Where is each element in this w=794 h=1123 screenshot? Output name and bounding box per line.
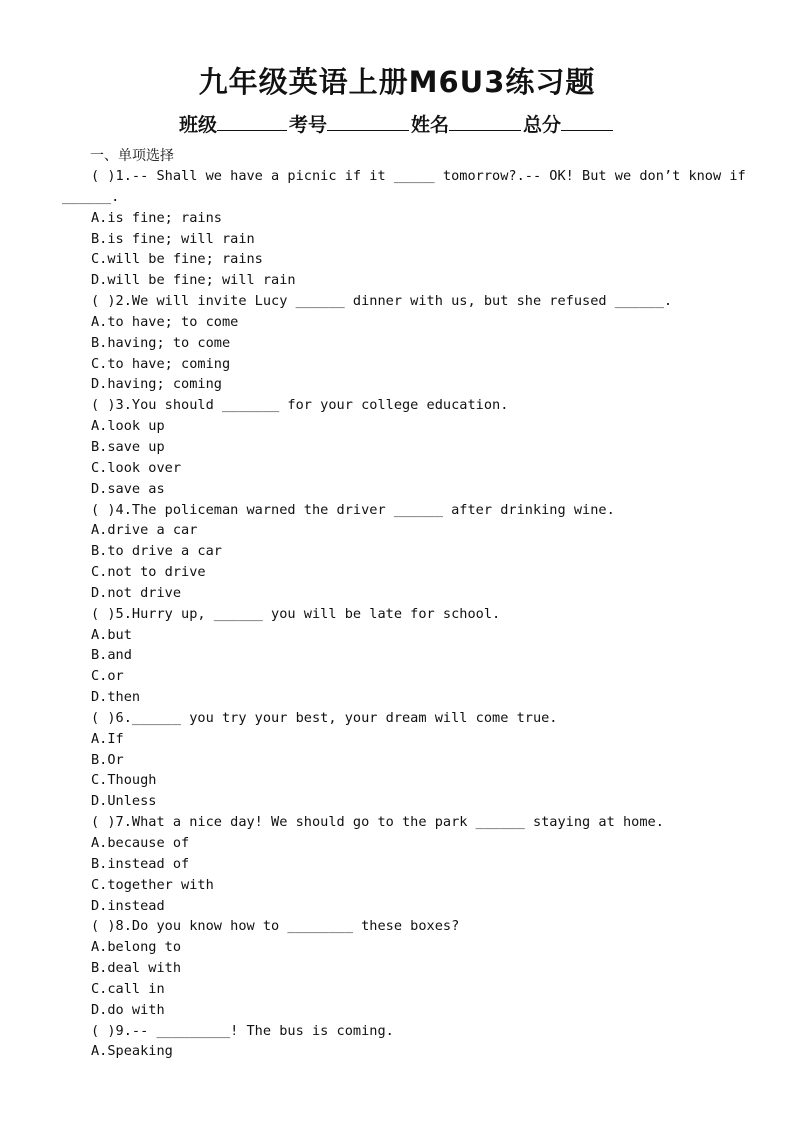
score-label: 总分 (523, 114, 562, 136)
student-info-line (0, 110, 794, 137)
option-line: D.not drive (91, 584, 182, 601)
option-line: B.is fine; will rain (91, 230, 255, 247)
class-blank[interactable] (217, 112, 287, 131)
option-line: B.and (91, 647, 132, 664)
option-line: B.having; to come (91, 334, 231, 351)
option-line: D.then (91, 689, 141, 706)
option-line: D.will be fine; will rain (91, 272, 296, 289)
question-line: ( )6.______ you try your best, your dream will come true. (91, 709, 558, 726)
option-line: A.is fine; rains (91, 209, 222, 226)
option-line: D.Unless (91, 793, 157, 810)
question-line: ( )4.The policeman warned the driver ______ after drinking wine. (91, 501, 615, 518)
option-line: B.instead of (91, 855, 190, 872)
option-line: B.Or (91, 751, 124, 768)
option-line: D.having; coming (91, 376, 222, 393)
option-line: A.look up (91, 418, 165, 435)
option-line: B.save up (91, 438, 165, 455)
option-line: C.or (91, 668, 124, 685)
number-blank[interactable] (327, 112, 409, 131)
question-line: ( )1.-- Shall we have a picnic if it _____ tomorrow?.-- OK! But we don’t know if (91, 168, 746, 184)
option-line: C.call in (91, 980, 165, 997)
option-line: A.belong to (91, 939, 182, 956)
number-label: 考号 (288, 114, 327, 136)
question-line: ( )3.You should _______ for your college education. (91, 397, 509, 414)
question-line: ( )5.Hurry up, ______ you will be late for school. (91, 605, 501, 622)
option-line: D.save as (91, 480, 165, 497)
option-line: C.not to drive (91, 564, 206, 581)
question-line: ( )8.Do you know how to ________ these boxes? (91, 918, 460, 935)
option-line: C.look over (91, 459, 182, 476)
option-line: C.Though (91, 772, 157, 789)
question-line: ( )7.What a nice day! We should go to the park ______ staying at home. (91, 814, 664, 831)
option-line: A.but (91, 626, 132, 643)
option-line: C.will be fine; rains (91, 251, 263, 268)
name-blank[interactable] (449, 112, 521, 131)
class-label: 班级 (178, 114, 217, 136)
option-line: D.instead (91, 897, 165, 914)
option-line: C.to have; coming (91, 355, 231, 372)
question-line: ______. (62, 188, 120, 205)
option-line: C.together with (91, 876, 214, 893)
question-line: ( )2.We will invite Lucy ______ dinner with us, but she refused ______. (91, 293, 673, 310)
option-line: B.to drive a car (91, 543, 222, 560)
question-list (0, 166, 794, 1062)
score-blank[interactable] (561, 112, 613, 131)
page-title: 九年级英语上册M6U3练习题 (198, 65, 596, 99)
option-line: A.If (91, 730, 124, 747)
option-line: B.deal with (91, 960, 182, 977)
name-label: 姓名 (411, 114, 450, 136)
option-line: A.to have; to come (91, 313, 239, 330)
section-heading: 一、单项选择 (90, 148, 174, 164)
option-line: A.drive a car (91, 522, 198, 539)
option-line: A.Speaking (91, 1043, 173, 1060)
option-line: D.do with (91, 1001, 165, 1018)
option-line: A.because of (91, 835, 190, 851)
question-line: ( )9.-- _________! The bus is coming. (91, 1022, 394, 1039)
